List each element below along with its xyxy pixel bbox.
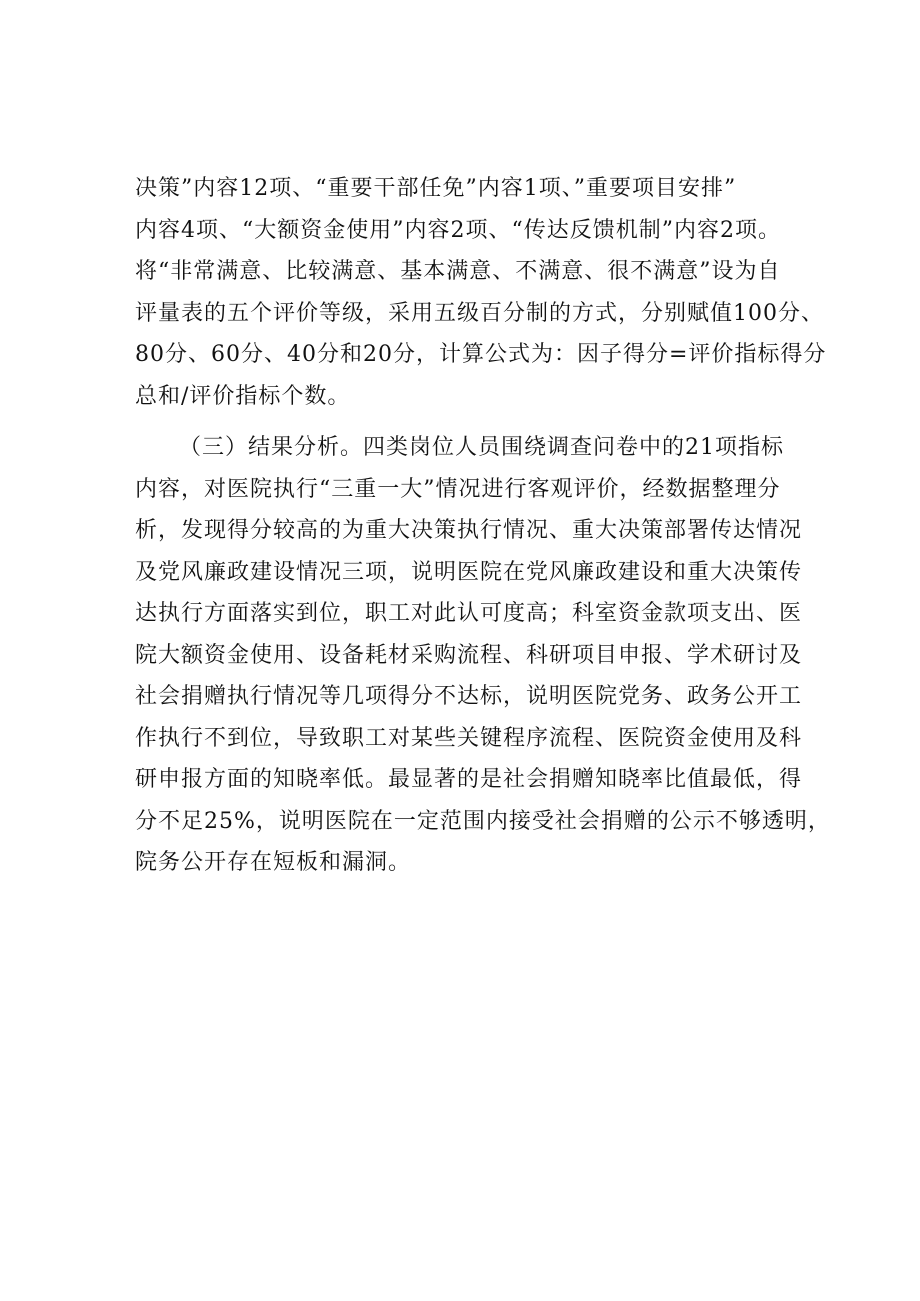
text-line: 院务公开存在短板和漏洞。 xyxy=(135,850,412,875)
text-line: 分不足25%，说明医院在一定范围内接受社会捐赠的公示不够透明， xyxy=(135,808,831,834)
text-line: （三）结果分析。四类岗位人员围绕调查问卷中的21项指标 xyxy=(179,435,784,460)
text-line: 及党风廉政建设情况三项，说明医院在党风廉政建设和重大决策传 xyxy=(135,559,803,585)
text-line: 内容4项、“大额资金使用”内容2项、“传达反馈机制”内容2项。 xyxy=(135,217,781,243)
text-line: 院大额资金使用、设备耗材采购流程、科研项目申报、学术研讨及 xyxy=(135,642,803,668)
text-line: 总和/评价指标个数。 xyxy=(135,383,351,409)
paragraph-result-analysis xyxy=(135,427,831,884)
text-line: 作执行不到位，导致职工对某些关键程序流程、医院资金使用及科 xyxy=(135,725,803,751)
text-line: 析，发现得分较高的为重大决策执行情况、重大决策部署传达情况 xyxy=(135,518,803,543)
text-line: 评量表的五个评价等级，采用五级百分制的方式，分别赋值100分、 xyxy=(135,300,824,326)
text-line: 内容，对医院执行“三重一大”情况进行客观评价，经数据整理分 xyxy=(135,476,781,502)
text-line: 达执行方面落实到位，职工对此认可度高；科室资金款项支出、医 xyxy=(135,601,803,626)
paragraph-evaluation-method xyxy=(135,168,827,417)
text-line: 80分、60分、40分和20分，计算公式为：因子得分=评价指标得分 xyxy=(135,342,827,367)
text-line: 决策”内容12项、“重要干部任免”内容1项、”重要项目安排” xyxy=(135,176,737,201)
text-line: 将“非常满意、比较满意、基本满意、不满意、很不满意”设为自 xyxy=(135,259,781,284)
text-line: 研申报方面的知晓率低。最显著的是社会捐赠知晓率比值最低，得 xyxy=(135,767,803,792)
text-line: 社会捐赠执行情况等几项得分不达标，说明医院党务、政务公开工 xyxy=(135,684,803,709)
